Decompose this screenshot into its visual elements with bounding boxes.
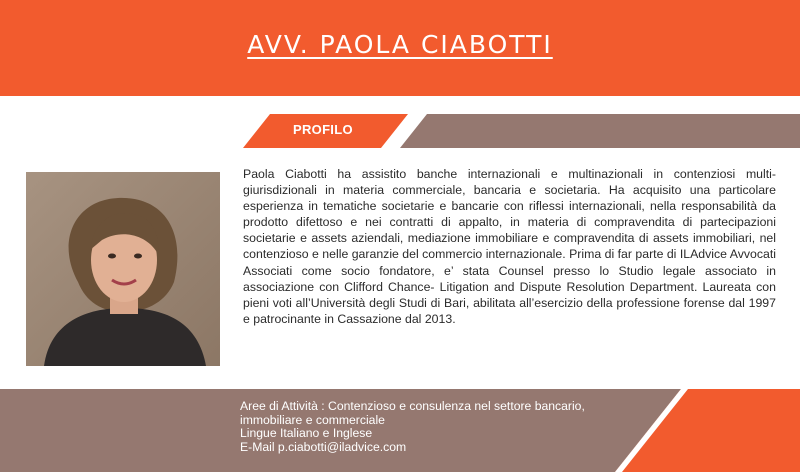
footer-info: [240, 400, 640, 454]
footer-aree-line1: Aree di Attività : Contenzioso e consulenza nel settore bancario,: [240, 399, 585, 413]
page-title: AVV. PAOLA CIABOTTI: [247, 30, 553, 59]
footer-aree-line2: immobiliare e commerciale: [240, 412, 385, 427]
footer-email[interactable]: E-Mail p.ciabotti@iladvice.com: [240, 439, 407, 454]
ribbon-gray-band: [400, 114, 800, 148]
section-label-profilo: PROFILO: [293, 122, 353, 137]
portrait-photo: [26, 172, 220, 366]
header-bar: [0, 0, 800, 96]
section-ribbon: [0, 114, 800, 148]
footer-lingue: Lingue Italiano e Inglese: [240, 426, 373, 441]
profile-bio: Paola Ciabotti ha assistito banche internazionali e multinazionali in contenziosi multi-giurisdizionali in materia commerciale, bancaria e societaria. Ha acquisito una particolare esperienza in tematiche societarie e bancarie con riflessi internazionali, nella responsabilità da prodotto difettoso e nei contratti di appalto, in materia di compravendita di partecipazioni societarie e assets aziendali, mediazione immobiliare e compravendita di assets immobiliari, nel contenzioso e nelle garanzie del commercio internazionale. Prima di far parte di ILAdvice Avvocati Associati come socio fondatore, e’ stata Counsel presso lo Studio legale associato in associazione con Clifford Chance- Litigation and Dispute Resolution Department. Laureata con pieni voti all’Università degli Studi di Bari, abilitata all’esercizio della professione forense dal 1997 e patrocinante in Cassazione dal 2013.: [243, 167, 776, 326]
